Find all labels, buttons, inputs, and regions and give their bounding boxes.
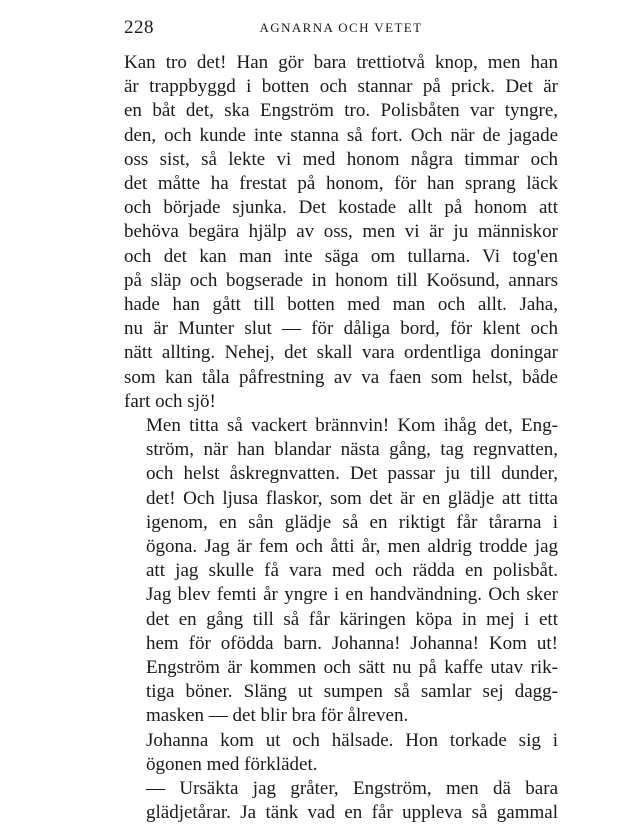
text-line: det en gång till så får käringen köpa in mej i ett [146, 608, 558, 630]
text-line: Johanna kom ut och hälsade. Hon torkade sig i [146, 729, 558, 751]
paragraph [124, 777, 558, 825]
text-line: Engström är kommen och sätt nu på kaffe utav rik- [146, 657, 558, 679]
text-line: nu är Munter slut — för dåliga bord, för klent och [124, 318, 558, 340]
text-line: Men titta så vackert brännvin! Kom ihåg det, Eng- [146, 415, 558, 437]
text-line: tiga böner. Släng ut sumpen så samlar sej dagg- [146, 681, 558, 703]
text-line: och helst åskregnvatten. Det passar ju till dunder, [146, 463, 558, 485]
text-line: en båt det, ska Engström tro. Polisbåten var tyngre, [124, 100, 558, 122]
paragraph [124, 729, 558, 777]
text-line: är trappbyggd i botten och stannar på prick. Det är [124, 76, 558, 98]
text-line: och började sjunka. Det kostade allt på honom att [124, 197, 558, 219]
text-line: glädjetårar. Ja tänk vad en får uppleva så gammal [146, 802, 558, 824]
text-line: hade han gått till botten med man och allt. Jaha, [124, 294, 558, 316]
text-line: behöva begära hjälp av oss, men vi är ju människor [124, 221, 558, 243]
text-line: den, och kunde inte stanna så fort. Och när de jagade [124, 124, 558, 146]
text-line: och det kan man inte säga om tullarna. Vi tog'en [124, 245, 558, 267]
text-line: på släp och bogserade in honom till Koösund, annars [124, 269, 558, 291]
paragraph [124, 414, 558, 729]
running-head [124, 17, 558, 43]
text-line: det måtte ha frestat på honom, för han sprang läck [124, 173, 558, 195]
text-line: som kan tåla påfrestning av va faen som helst, både [124, 366, 558, 388]
running-title: AGNARNA OCH VETET [259, 20, 423, 35]
text-line: hem för ofödda barn. Johanna! Johanna! Kom ut! [146, 632, 558, 654]
text-line: att jag skulle få vara med och rädda en polisbåt. [146, 560, 558, 582]
text-line: ögonen med förklädet. [146, 753, 318, 775]
text-line: det! Och ljusa flaskor, som det är en glädje att titta [146, 487, 558, 509]
text-line: igenom, en sån glädje så en riktigt får tårarna i [146, 511, 558, 533]
text-line: — Ursäkta jag gråter, Engström, men dä bara [146, 778, 558, 800]
page-number: 228 [124, 17, 154, 38]
paragraph [124, 51, 558, 414]
text-line: ström, när han blandar nästa gång, tag regnvatten, [146, 439, 558, 461]
text-line: fart och sjö! [124, 390, 216, 412]
body-text [124, 51, 558, 826]
text-line: masken — det blir bra för ålreven. [146, 705, 409, 727]
text-line: Jag blev femti år yngre i en handvändning. Och sker [146, 584, 558, 606]
text-line: nätt allting. Nehej, det skall vara ordentliga doningar [124, 342, 558, 364]
text-line: oss sist, så lekte vi med honom några timmar och [124, 148, 558, 170]
text-line: Kan tro det! Han gör bara trettiotvå knop, men han [124, 52, 558, 73]
text-line: ögona. Jag är fem och åtti år, men aldrig trodde jag [146, 536, 558, 558]
